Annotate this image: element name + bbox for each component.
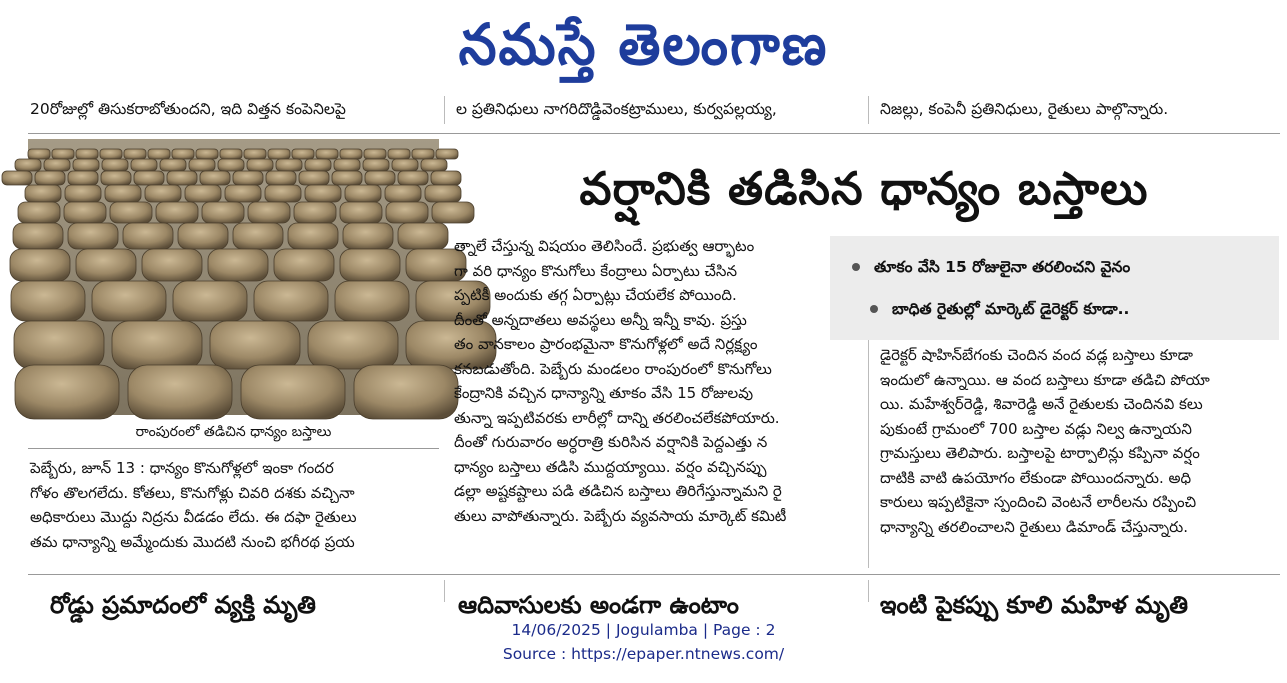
grain-bag [65, 185, 101, 202]
grain-bag [340, 149, 362, 159]
body-line: పుకుంటే గ్రామంలో 700 బస్తాల వడ్లు నిల్వ ఉన్నాయని [880, 419, 1192, 438]
grain-bag [44, 159, 70, 171]
body-line: గ్రామస్తులు తెలిపారు. బస్తాలపై టార్పాలిన్లు కప్పినా వర్షం [880, 444, 1200, 462]
bullet-text: తూకం వేసి 15 రోజులైనా తరలించని వైనం [874, 258, 1131, 276]
grain-bag [386, 202, 428, 223]
grain-bag [343, 223, 393, 249]
grain-bag [185, 185, 221, 202]
body-line: దీంతో అన్నదాతలు అవస్థలు అన్నీ ఇన్నీ కావు. ప్రస్తు [454, 310, 747, 329]
grain-bag [15, 365, 119, 419]
grain-bag [105, 185, 141, 202]
grain-bag [142, 249, 202, 281]
footer-date-edition: 14/06/2025 | Jogulamba | Page : 2 [511, 621, 776, 639]
grain-bag [308, 321, 398, 369]
section-divider-bottom [28, 574, 1280, 575]
grain-bag [18, 202, 60, 223]
grain-bag [241, 365, 345, 419]
next-headline-left: రోడ్డు ప్రమాదంలో వ్యక్తి మృతి [50, 591, 316, 619]
grain-bag [110, 202, 152, 223]
body-line: డల్లా అష్టకష్టాలు పడి తడిచిన బస్తాలు తిరిగేస్తున్నామని రై [454, 482, 782, 500]
grain-bag [385, 185, 421, 202]
grain-bag [134, 171, 164, 185]
footer-source: Source : https://epaper.ntnews.com/ [502, 645, 785, 663]
grain-bag [101, 171, 131, 185]
footer [0, 618, 1287, 666]
grain-bag [173, 281, 247, 321]
column-rule [444, 96, 445, 124]
grain-bag [274, 249, 334, 281]
grain-bag [167, 171, 197, 185]
grain-bag [124, 149, 146, 159]
left-column-text [30, 456, 442, 554]
grain-bag [365, 171, 395, 185]
grain-bag [421, 159, 447, 171]
bullet-icon [852, 263, 860, 271]
grain-bag [178, 223, 228, 249]
grain-bag [123, 223, 173, 249]
grain-bag [276, 159, 302, 171]
body-line: దాటికి వాటి ఉపయోగం లేకుండా పోయిందన్నారు. అధి [880, 468, 1192, 487]
grain-bags-photo [28, 139, 439, 415]
top-strip-middle: ల ప్రతినిధులు నాగరిదొడ్డివెంకట్రాములు, కుర్వపల్లయ్య, [456, 100, 777, 118]
next-headline-middle: ఆదివాసులకు అండగా ఉంటాం [458, 591, 739, 619]
grain-bag [208, 249, 268, 281]
grain-bag [248, 202, 290, 223]
grain-bag [131, 159, 157, 171]
caption-divider [28, 448, 439, 449]
grain-bag [112, 321, 202, 369]
grain-bag [345, 185, 381, 202]
body-line: తులు వాపోతున్నారు. పెబ్బేరు వ్యవసాయ మార్కెట్ కమిటీ [454, 506, 787, 525]
grain-bag [52, 149, 74, 159]
newspaper-title: నమస్తే తెలంగాణ [458, 11, 829, 78]
grain-bag [145, 185, 181, 202]
grain-bag [268, 149, 290, 159]
grain-bag [160, 159, 186, 171]
bullet-item [852, 248, 1279, 286]
body-line: గా వరి ధాన్యం కొనుగోలు కేంద్రాలు ఏర్పాటు చేసిన [454, 261, 737, 280]
grain-bag [288, 223, 338, 249]
grain-bag [340, 202, 382, 223]
grain-bag [64, 202, 106, 223]
column-rule [444, 580, 445, 602]
grain-bag [247, 159, 273, 171]
masthead [0, 0, 1287, 90]
grain-bag [392, 159, 418, 171]
grain-bag [244, 149, 266, 159]
grain-bag [398, 171, 428, 185]
grain-bag [292, 149, 314, 159]
middle-column-text [454, 234, 854, 528]
grain-bag [218, 159, 244, 171]
grain-bag [233, 171, 263, 185]
grain-bag [265, 185, 301, 202]
bullet-icon [870, 305, 878, 313]
grain-bag [13, 223, 63, 249]
grain-bag [76, 249, 136, 281]
body-line: తం వానకాలం ప్రారంభమైనా కొనుగోళ్లలో అదే నిర్లక్ష్యం [454, 335, 758, 353]
grain-bag [172, 149, 194, 159]
right-column-text [880, 343, 1280, 539]
grain-bags-photo-drawing [28, 139, 439, 415]
grain-bag [202, 202, 244, 223]
body-line: తున్నా ఇప్పటివరకు లారీల్లో దాన్ని తరలించలేకపోయారు. [454, 408, 780, 427]
grain-bag [102, 159, 128, 171]
body-line: డైరెక్టర్ షాహిన్‌బేగంకు చెందిన వంద వడ్ల బస్తాలు కూడా [880, 346, 1193, 364]
grain-bag [316, 149, 338, 159]
body-line: గోళం తొలగలేదు. కోతలు, కొనుగోళ్లు చివరి దశకు వచ్చినా [30, 483, 355, 502]
grain-bag [364, 149, 386, 159]
grain-bag [233, 223, 283, 249]
grain-bag [363, 159, 389, 171]
body-line: ధాన్యం బస్తాలు తడిసి ముద్దయ్యాయి. వర్షం వచ్చినప్పు [454, 457, 767, 476]
grain-bag [2, 171, 32, 185]
top-strip-left: 20రోజుల్లో తిసుకరాబోతుందని, ఇది విత్తన కంపెనిలపై [30, 100, 346, 118]
grain-bag [128, 365, 232, 419]
body-line: యి. మహేశ్వర్‌రెడ్డి, శివారెడ్డి అనే రైతులకు చెందినవి కలు [880, 395, 1203, 413]
body-line: కేంద్రానికి వచ్చిన ధాన్యాన్ని తూకం వేసి 15 రోజులవు [454, 384, 754, 402]
headline: వర్షానికి తడిసిన ధాన్యం బస్తాలు [579, 162, 1149, 215]
grain-bag [14, 321, 104, 369]
grain-bag [73, 159, 99, 171]
body-line: కనబడుతోంది. పెబ్బేరు మండలం రాంపురంలో కొనుగోలు [454, 359, 772, 378]
body-line: ధాన్యాన్ని తరలించాలని రైతులు డిమాండ్ చేస్తున్నారు. [880, 517, 1189, 536]
subheading-box [830, 236, 1279, 340]
column-rule [868, 340, 869, 568]
bullet-text: బాధిత రైతుల్లో మార్కెట్ డైరెక్టర్ కూడా.. [892, 300, 1130, 318]
grain-bag [305, 159, 331, 171]
bullet-item [870, 290, 1279, 328]
grain-bag [100, 149, 122, 159]
body-line: దీంతో గురువారం అర్ధరాత్రి కురిసిన వర్షానికి పెద్దఎత్తు న [454, 433, 768, 451]
body-line: ఇందులో ఉన్నాయి. ఆ వంద బస్తాలు కూడా తడిచి పోయా [880, 370, 1210, 389]
grain-bag [305, 185, 341, 202]
grain-bag [225, 185, 261, 202]
grain-bag [335, 281, 409, 321]
grain-bag [68, 223, 118, 249]
grain-bag [156, 202, 198, 223]
grain-bag [28, 149, 50, 159]
grain-bag [294, 202, 336, 223]
column-rule [868, 96, 869, 124]
grain-bag [200, 171, 230, 185]
grain-bag [76, 149, 98, 159]
body-line: పెబ్బేరు, జూన్ 13 : ధాన్యం కొనుగోళ్లలో ఇంకా గందర [30, 459, 334, 477]
column-rule [868, 580, 869, 602]
body-line: కారులు ఇప్పటికైనా స్పందించి వెంటనే లారీలను రప్పించి [880, 493, 1197, 511]
grain-bag [189, 159, 215, 171]
grain-bag [398, 223, 448, 249]
section-divider-top [28, 133, 1280, 134]
grain-bag [254, 281, 328, 321]
grain-bag [354, 365, 458, 419]
next-headline-right: ఇంటి పైకప్పు కూలి మహిళ మృతి [880, 591, 1189, 619]
grain-bag [68, 171, 98, 185]
grain-bag [334, 159, 360, 171]
grain-bag [196, 149, 218, 159]
body-line: అధికారులు మొద్దు నిద్రను వీడడం లేదు. ఈ దఫా రైతులు [30, 508, 357, 526]
grain-bag [340, 249, 400, 281]
grain-bag [25, 185, 61, 202]
grain-bag [11, 281, 85, 321]
grain-bag [210, 321, 300, 369]
grain-bag [15, 159, 41, 171]
body-line: ప్పటికీ అందుకు తగ్గ ఏర్పాట్లు చేయలేక పోయింది. [454, 286, 737, 304]
grain-bag [332, 171, 362, 185]
grain-bag [92, 281, 166, 321]
grain-bag [35, 171, 65, 185]
top-strip-right: నిజల్లు, కంపెనీ ప్రతినిధులు, రైతులు పాల్గొన్నారు. [880, 100, 1169, 118]
grain-bag [148, 149, 170, 159]
grain-bag [266, 171, 296, 185]
grain-bag [10, 249, 70, 281]
grain-bag [299, 171, 329, 185]
grain-bag [412, 149, 434, 159]
grain-bag [388, 149, 410, 159]
body-line: తమ ధాన్యాన్ని అమ్మేందుకు మొదటి నుంచి భగీరథ ప్రయ [30, 532, 355, 551]
photo-caption: రాంపురంలో తడిచిన ధాన్యం బస్తాలు [135, 424, 332, 440]
grain-bag [220, 149, 242, 159]
body-line: త్నాలే చేస్తున్న విషయం తెలిసిందే. ప్రభుత్వ ఆర్భాటం [454, 237, 755, 255]
